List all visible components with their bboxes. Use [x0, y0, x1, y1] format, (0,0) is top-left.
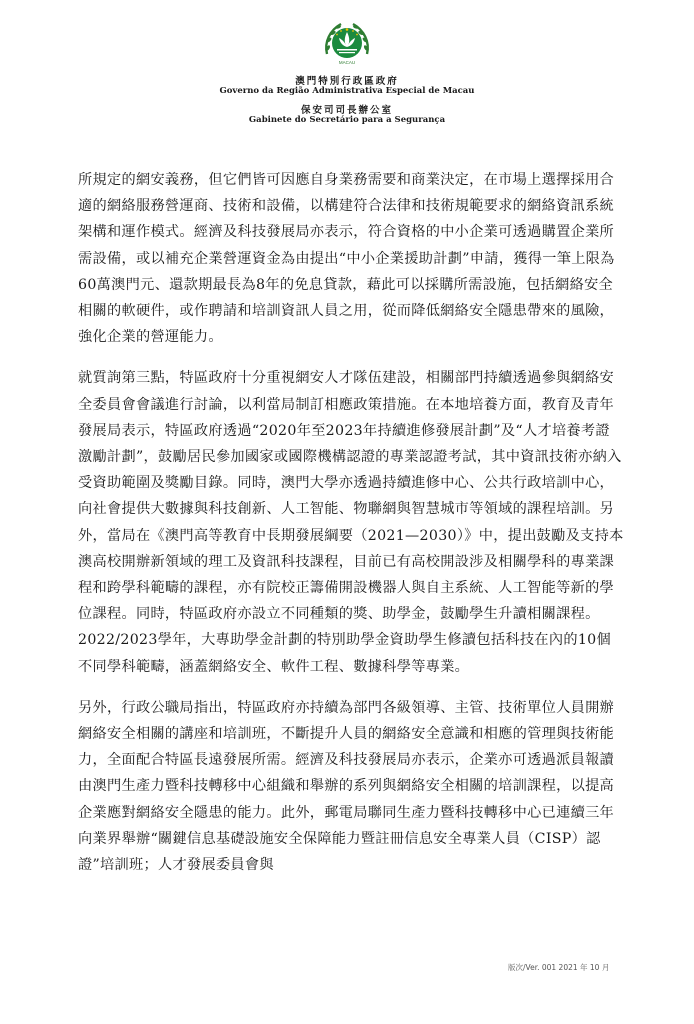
document-body [78, 167, 624, 878]
version-footer: 版次/Ver. 001 2021 年 10 月 [508, 963, 610, 972]
office-name-pt: Gabinete do Secretário para a Segurança [248, 115, 446, 125]
office-name-zh: 保安司司長辦公室 [300, 105, 393, 116]
macau-sar-emblem-icon [297, 14, 397, 76]
body-paragraph: 另外，行政公職局指出，特區政府亦持續為部門各級領導、主管、技術單位人員開辦網絡安全相關的講座和培訓班，不斷提升人員的網絡安全意識和相應的管理與技術能力，全面配合特區長遠發展所需。經濟及科技發展局亦表示，企業亦可透過派員報讀由澳門生產力暨科技轉移中心組織和舉辦的系列與網絡安全相關的培訓課程，以提高企業應對網絡安全隱患的能力。此外，郵電局聯同生產力暨科技轉移中心已連續三年向業界舉辦“關鍵信息基礎設施安全保障能力暨註冊信息安全專業人員（CISP）認證”培訓班；人才發展委員會與 [78, 699, 615, 874]
emblem-text: MACAU [338, 60, 356, 65]
government-name-pt: Governo da Região Administrativa Especial de Macau [219, 86, 475, 96]
government-name-zh: 澳門特別行政區政府 [295, 76, 399, 87]
body-paragraph: 所規定的網安義務，但它們皆可因應自身業務需要和商業決定，在市場上選擇採用合適的網絡服務營運商、技術和設備，以構建符合法律和技術規範要求的網絡資訊系統架構和運作模式。經濟及科技發展局亦表示，符合資格的中小企業可透過購置企業所需設備，或以補充企業營運資金為由提出“中小企業援助計劃”申請，獲得一筆上限為60萬澳門元、還款期最長為8年的免息貸款，藉此可以採購所需設施，包括網絡安全相關的軟硬件，或作聘請和培訓資訊人員之用，從而降低網絡安全隱患帶來的風險，強化企業的營運能力。 [78, 172, 615, 346]
body-paragraph: 就質詢第三點，特區政府十分重視網安人才隊伍建設，相關部門持續透過參與網絡安全委員會會議進行討論，以利當局制訂相應政策措施。在本地培養方面，教育及青年發展局表示，特區政府透過“2020年至2023年持續進修發展計劃”及“人才培養考證激勵計劃”，鼓勵居民參加國家或國際機構認證的專業認證考試，其中資訊技術亦納入受資助範圍及獎勵目錄。同時，澳門大學亦透過持續進修中心、公共行政培訓中心，向社會提供大數據與科技創新、人工智能、物聯網與智慧城市等領域的課程培訓。另外，當局在《澳門高等教育中長期發展綱要（2021—2030）》中，提出鼓勵及支持本澳高校開辦新領域的理工及資訊科技課程，目前已有高校開設涉及相關學科的專業課程和跨學科範疇的課程，亦有院校正籌備開設機器人與自主系統、人工智能等新的學位課程。同時，特區政府亦設立不同種類的獎、助學金，鼓勵學生升讀相關課程。2022/2023學年，大專助學金計劃的特別助學金資助學生修讀包括科技在內的10個不同學科範疇，涵蓋網絡安全、軟件工程、數據科學等專業。 [78, 370, 624, 675]
